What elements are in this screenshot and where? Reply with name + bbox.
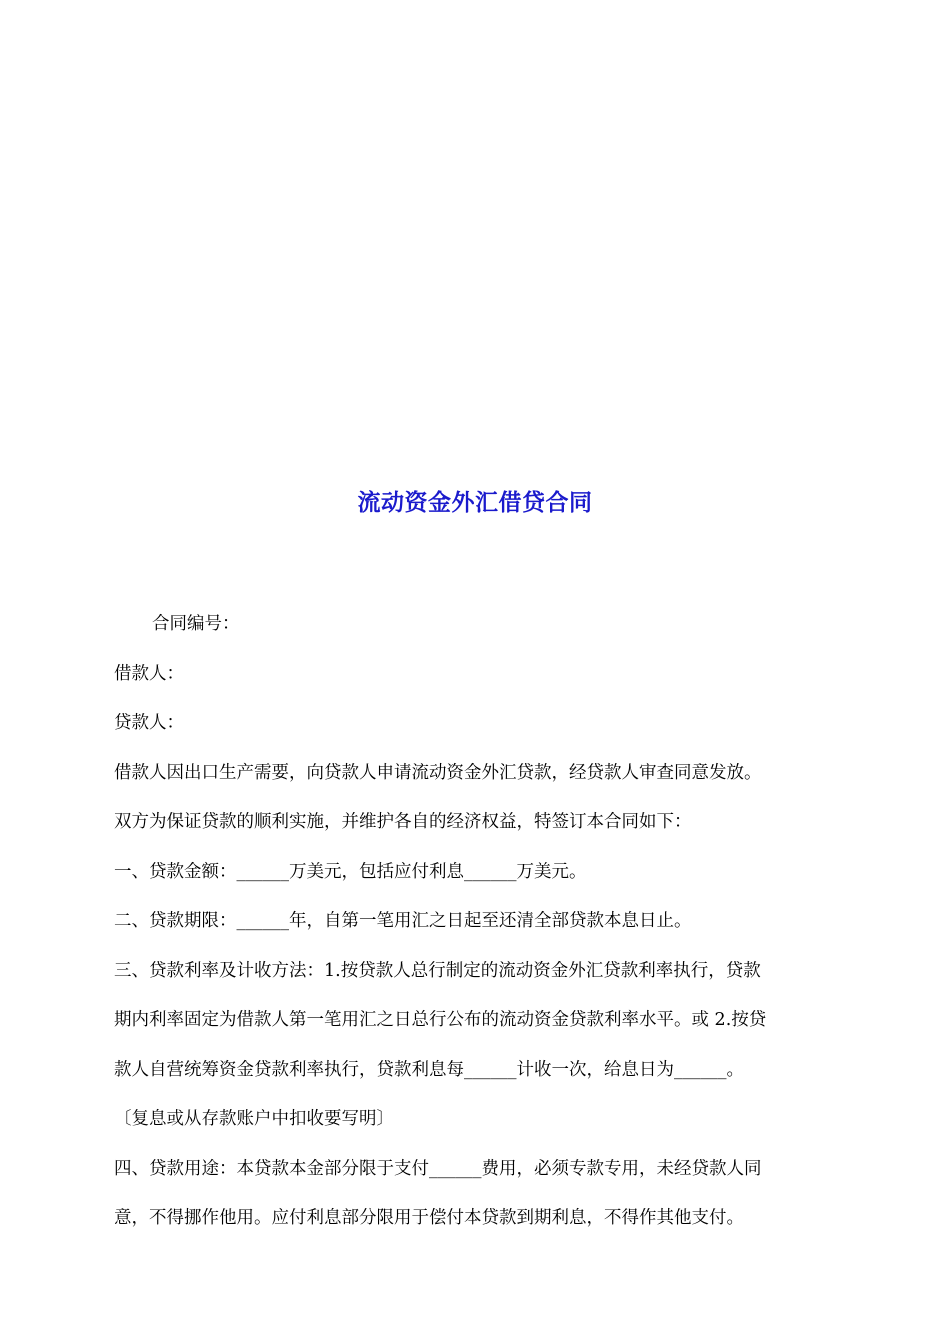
clause-interest-rate: 三、贷款利率及计收方法：1.按贷款人总行制定的流动资金外汇贷款利率执行，贷款	[114, 960, 761, 981]
paragraph-line: 双方为保证贷款的顺利实施，并维护各自的经济权益，特签订本合同如下：	[114, 812, 692, 832]
paragraph-line: 款人自营统筹资金贷款利率执行，贷款利息每______计收一次，给息日为______。	[114, 1059, 744, 1080]
document-title: 流动资金外汇借贷合同	[357, 490, 593, 516]
clause-loan-amount: 一、贷款金额：______万美元，包括应付利息______万美元。	[114, 861, 587, 882]
paragraph-line: 意，不得挪作他用。应付利息部分限用于偿付本贷款到期利息，不得作其他支付。	[114, 1208, 744, 1228]
borrower-line: 借款人：	[114, 663, 184, 684]
paragraph-line: 借款人因出口生产需要，向贷款人申请流动资金外汇贷款，经贷款人审查同意发放。	[114, 762, 762, 783]
paragraph-line: 〔复息或从存款账户中扣收要写明〕	[114, 1109, 394, 1129]
paragraph-line: 期内利率固定为借款人第一笔用汇之日总行公布的流动资金贷款利率水平。或 2.按贷	[114, 1010, 767, 1030]
document-body	[114, 600, 840, 1244]
clause-loan-purpose: 四、贷款用途：本贷款本金部分限于支付______费用，必须专款专用，未经贷款人同	[114, 1158, 762, 1179]
contract-number-line: 合同编号：	[152, 614, 240, 634]
clause-loan-term: 二、贷款期限：______年，自第一笔用汇之日起至还清全部贷款本息日止。	[114, 911, 692, 931]
lender-line: 贷款人：	[114, 713, 184, 733]
